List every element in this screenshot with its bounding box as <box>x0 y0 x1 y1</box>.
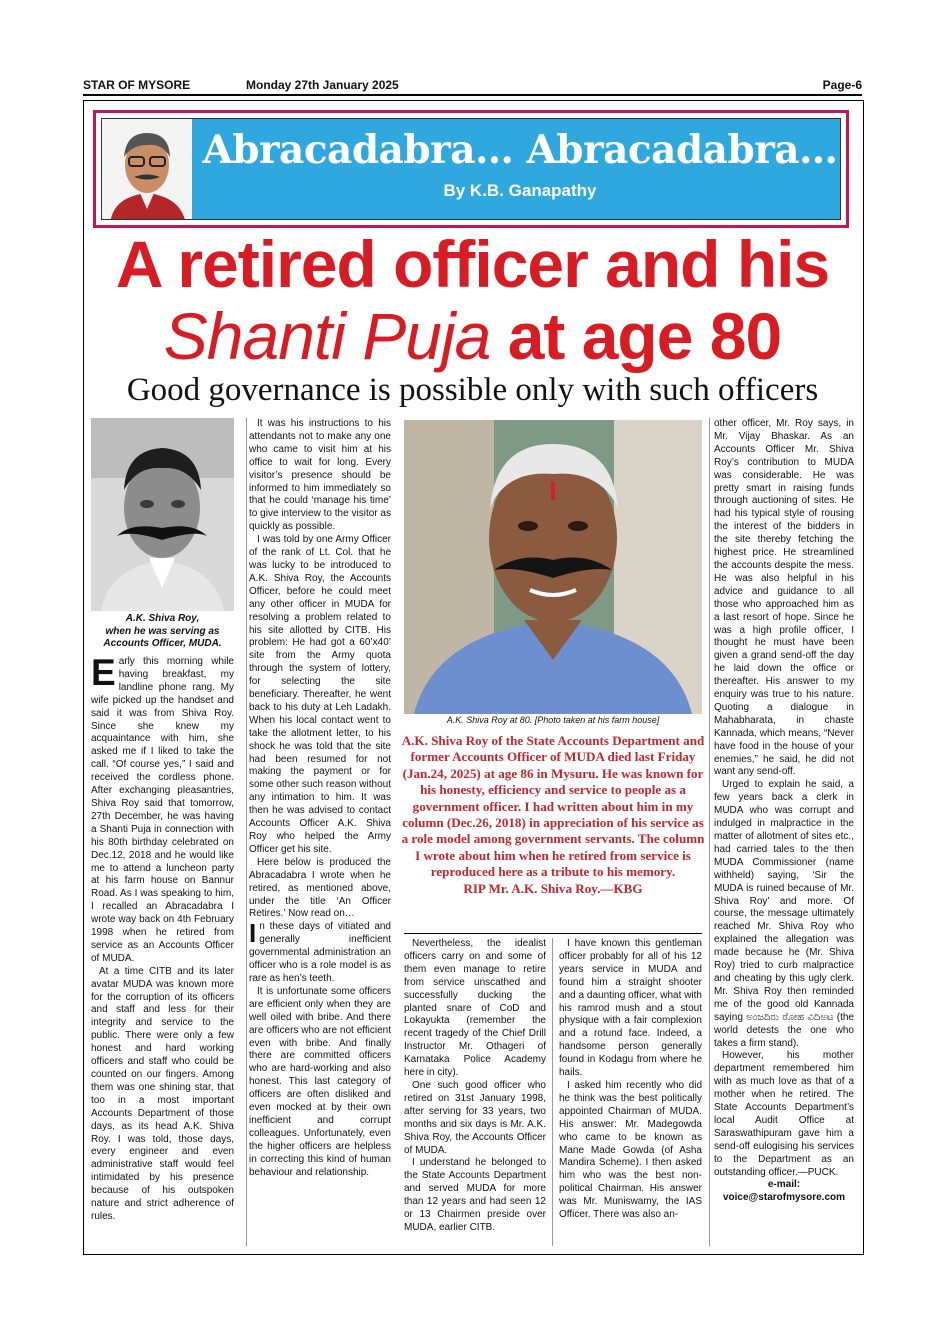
article-column-5 <box>714 418 854 1246</box>
article-column-1 <box>91 656 234 1246</box>
column-separator <box>552 938 553 1246</box>
paper-name: STAR OF MYSORE <box>83 78 191 92</box>
article-column-2 <box>249 418 391 1246</box>
paragraph: It was his instructions to his attendants not to make any one who came to visit him at his office to wait for long. Every visitor’s presence should be informed to him immediately so that he could ‘manage his time’ to give interview to the visitor as quickly as possible. <box>249 418 391 533</box>
recent-photo-caption: A.K. Shiva Roy at 80. [Photo taken at his farm house] <box>446 715 660 725</box>
column-byline: By K.B. Ganapathy <box>443 181 597 200</box>
paragraph: arly this morning while having breakfast, my landline phone rang. My wife picked up the handset and said it was from Shiva Roy. Since she knew my acquaintance with him, she asked me if I liked to take the call. “Of course yes,” I said and received the cordless phone. After exchanging pleasantries, Shiva Roy said that tomorrow, 27th December, he was having a Shanti Puja in connection with his 80th birthday celebrated on Dec.12, 2018 and he would like me to attend a luncheon party at his farm house on Bannur Road. As I was speaking to him, I recalled an Abracadabra I wrote way back on 4th February 1998 when he retired from service as an Accounts Officer of MUDA. <box>91 656 234 964</box>
column-separator <box>246 418 247 1246</box>
drop-cap: I <box>249 918 257 949</box>
article-column-3 <box>404 938 546 1246</box>
tribute-rule <box>404 933 702 934</box>
paragraph: I have known this gentleman officer probably for all of his 12 years service in MUDA and found him a straight shooter and a daunting officer, what with his ramrod mush and a stout physique with a fair complexion and a rotund face. Indeed, a handsome person generally found in Kodagu from where he hails. <box>559 938 702 1079</box>
headline-italic: Shanti Puja <box>163 299 491 373</box>
paragraph: n these days of vitiated and generally inefficient governmental administration an officer who is a role model is as rare as hen’s teeth. <box>249 921 391 984</box>
paragraph: other officer, Mr. Roy says, in Mr. Vijay Bhaskar. As an Accounts Officer Mr. Shiva Roy’s contribution to MUDA was considerable. He was pretty smart in raising funds through auctioning of sites. He had his typical style of rousing the interest of the bidders in the site thereby fetching the highest price. He streamlined the accounts despite the mess. He was also helpful in his advice and guidance to all those who approached him as a last resort of hope. Since he was a high profile officer, I thought he must have been given a grand send-off the day he laid down the office or thereafter. His answer to my enquiry was true to his nature. Quoting a dialogue in Mahabharata, in chaste Kannada, which means, “Never have food in the house of your enemies,” he said, he did not want any send-off. <box>714 418 854 778</box>
email-label: e-mail: <box>767 1179 801 1191</box>
column-separator <box>709 418 710 1246</box>
archive-photo <box>91 418 234 611</box>
columnist-portrait <box>102 119 192 219</box>
paragraph: I asked him recently who did he think was the best politically appointed Chairman of MUDA. His answer: Mr. Madegowda who came to be known as Mane Made Gowda (of Asha Mandira Scheme). I then asked him who was the best non-political Chairman. His answer was Mr. Muniswamy, the IAS Officer. There was also an- <box>559 1079 702 1221</box>
column-title: Abracadabra… Abracadabra… <box>202 127 838 173</box>
paragraph: One such good officer who retired on 31st January 1998, after serving for 33 years, two months and six days is Mr. A.K. Shiva Roy, the Accounts Officer of MUDA. <box>404 1079 546 1156</box>
paragraph: I was told by one Army Officer of the rank of Lt. Col. that he was lucky to be introduced to A.K. Shiva Roy, the Accounts Officer, before he could meet any other officer in MUDA for resolving a problem related to his site allotted by CITB. His problem: He had got a 60’x40’ site from the Army quota through the system of lottery, for selecting the site beneficiary. Thereafter, he went back to his duty at Leh Ladakh. When his local contact went to take the allotment letter, to his shock he was told that the site had been resumed for not making the payment or for some other such reason without any intimation to him. It was then he was advised to contact Accounts Officer A.K. Shiva Roy who helped the Army Officer get his site. <box>249 534 391 855</box>
headline-line-2 <box>83 298 862 374</box>
paragraph: Here below is produced the Abracadabra I wrote when he retired, as mentioned above, under the title ‘An Officer Retires.’ Now read on… <box>249 856 391 920</box>
headline-line-1: A retired officer and his <box>115 227 830 301</box>
article-column-4 <box>559 938 702 1246</box>
drop-cap: E <box>91 656 116 693</box>
archive-photo-caption: A.K. Shiva Roy, when he was serving as Accounts Officer, MUDA. <box>103 613 222 649</box>
page-header <box>83 78 862 92</box>
recent-photo <box>404 420 702 714</box>
headline-rest: at age 80 <box>490 299 782 373</box>
column-banner <box>93 110 849 228</box>
tribute-box <box>400 733 706 897</box>
header-rule <box>83 94 862 96</box>
paragraph: Nevertheless, the idealist officers carry on and some of them even manage to retire from service unscathed and successfully ducking the planted snare of CoD and Lokayukta (remember the recent tragedy of the Chief Drill Instructor Mr. Othageri of Karnataka Police Academy here in city). <box>404 938 546 1079</box>
paragraph: I understand he belonged to the State Accounts Department and served MUDA for more than 12 years and had seen 12 or 13 Chairmen preside over MUDA, earlier CITB. <box>404 1157 546 1233</box>
tribute-sign: RIP Mr. A.K. Shiva Roy.—KBG <box>463 880 643 896</box>
issue-date: Monday 27th January 2025 <box>246 78 399 92</box>
page-number: Page-6 <box>822 78 862 92</box>
paragraph: At a time CITB and its later avatar MUDA was known more for the corruption of its officers and staff and less for their integrity and service to the public. There were only a few honest and hard working officers and staff who could be counted on our fingers. Among them was one shining star, that too in a most important Accounts Department of those days, as its head A.K. Shiva Roy. I was told, those days, every engineer and even administrative staff would feel intimidated by his presence because of his outspoken nature and strict adherence of rules. <box>91 965 234 1222</box>
email-address[interactable]: voice@starofmysore.com <box>722 1192 846 1204</box>
paragraph: It is unfortunate some officers are efficient only when they are well oiled with bribe. And there are officers who are not efficient even with bribe. And finally there are committed officers who are hard-working and also honest. This last category of officers are often disliked and even mocked at by their own inefficient and corrupt colleagues. Unfortunately, even the higher officers are helpless in correcting this kind of human behaviour and relationship. <box>249 985 391 1178</box>
tribute-text: A.K. Shiva Roy of the State Accounts Department and former Accounts Officer of MUDA died last Friday (Jan.24, 2025) at age 86 in Mysuru. He was known for his honesty, efficiency and service to people as a government officer. I had written about him in my column (Dec.26, 2018) in appreciation of his service as a role model among government servants. The column I wrote about him when he retired from service is reproduced here as a tribute to his memory. <box>401 733 705 880</box>
paragraph: However, his mother department remembered him with as much love as that of a mother when he retired. The State Accounts Department’s local Audit Office at Saraswathipuram gave him a send-off eulogising his services to the Department as an outstanding officer.—PUCK. <box>714 1050 854 1178</box>
paragraph: Urged to explain he said, a few years back a clerk in MUDA who was corrupt and indulged in malpractice in the matter of allotment of sites etc., had carried tales to the then MUDA Commissioner (name withheld) saying, ‘Sir the MUDA is ruined because of Mr. Shiva Roy’ and more. Of course, the message ultimately reached Mr. Shiva Roy who explained the allegation was made because he (Mr. Shiva Roy) tried to curb malpractice and cheating by this ugly clerk. Mr. Shiva Roy then reminded me of the good old Kannada saying ಅಂಜದಿರು ರೋಹ ವಿದಿಅಟ (the world detests the one who takes a firm stand). <box>714 779 854 1049</box>
subheadline: Good governance is possible only with such officers <box>126 372 819 408</box>
